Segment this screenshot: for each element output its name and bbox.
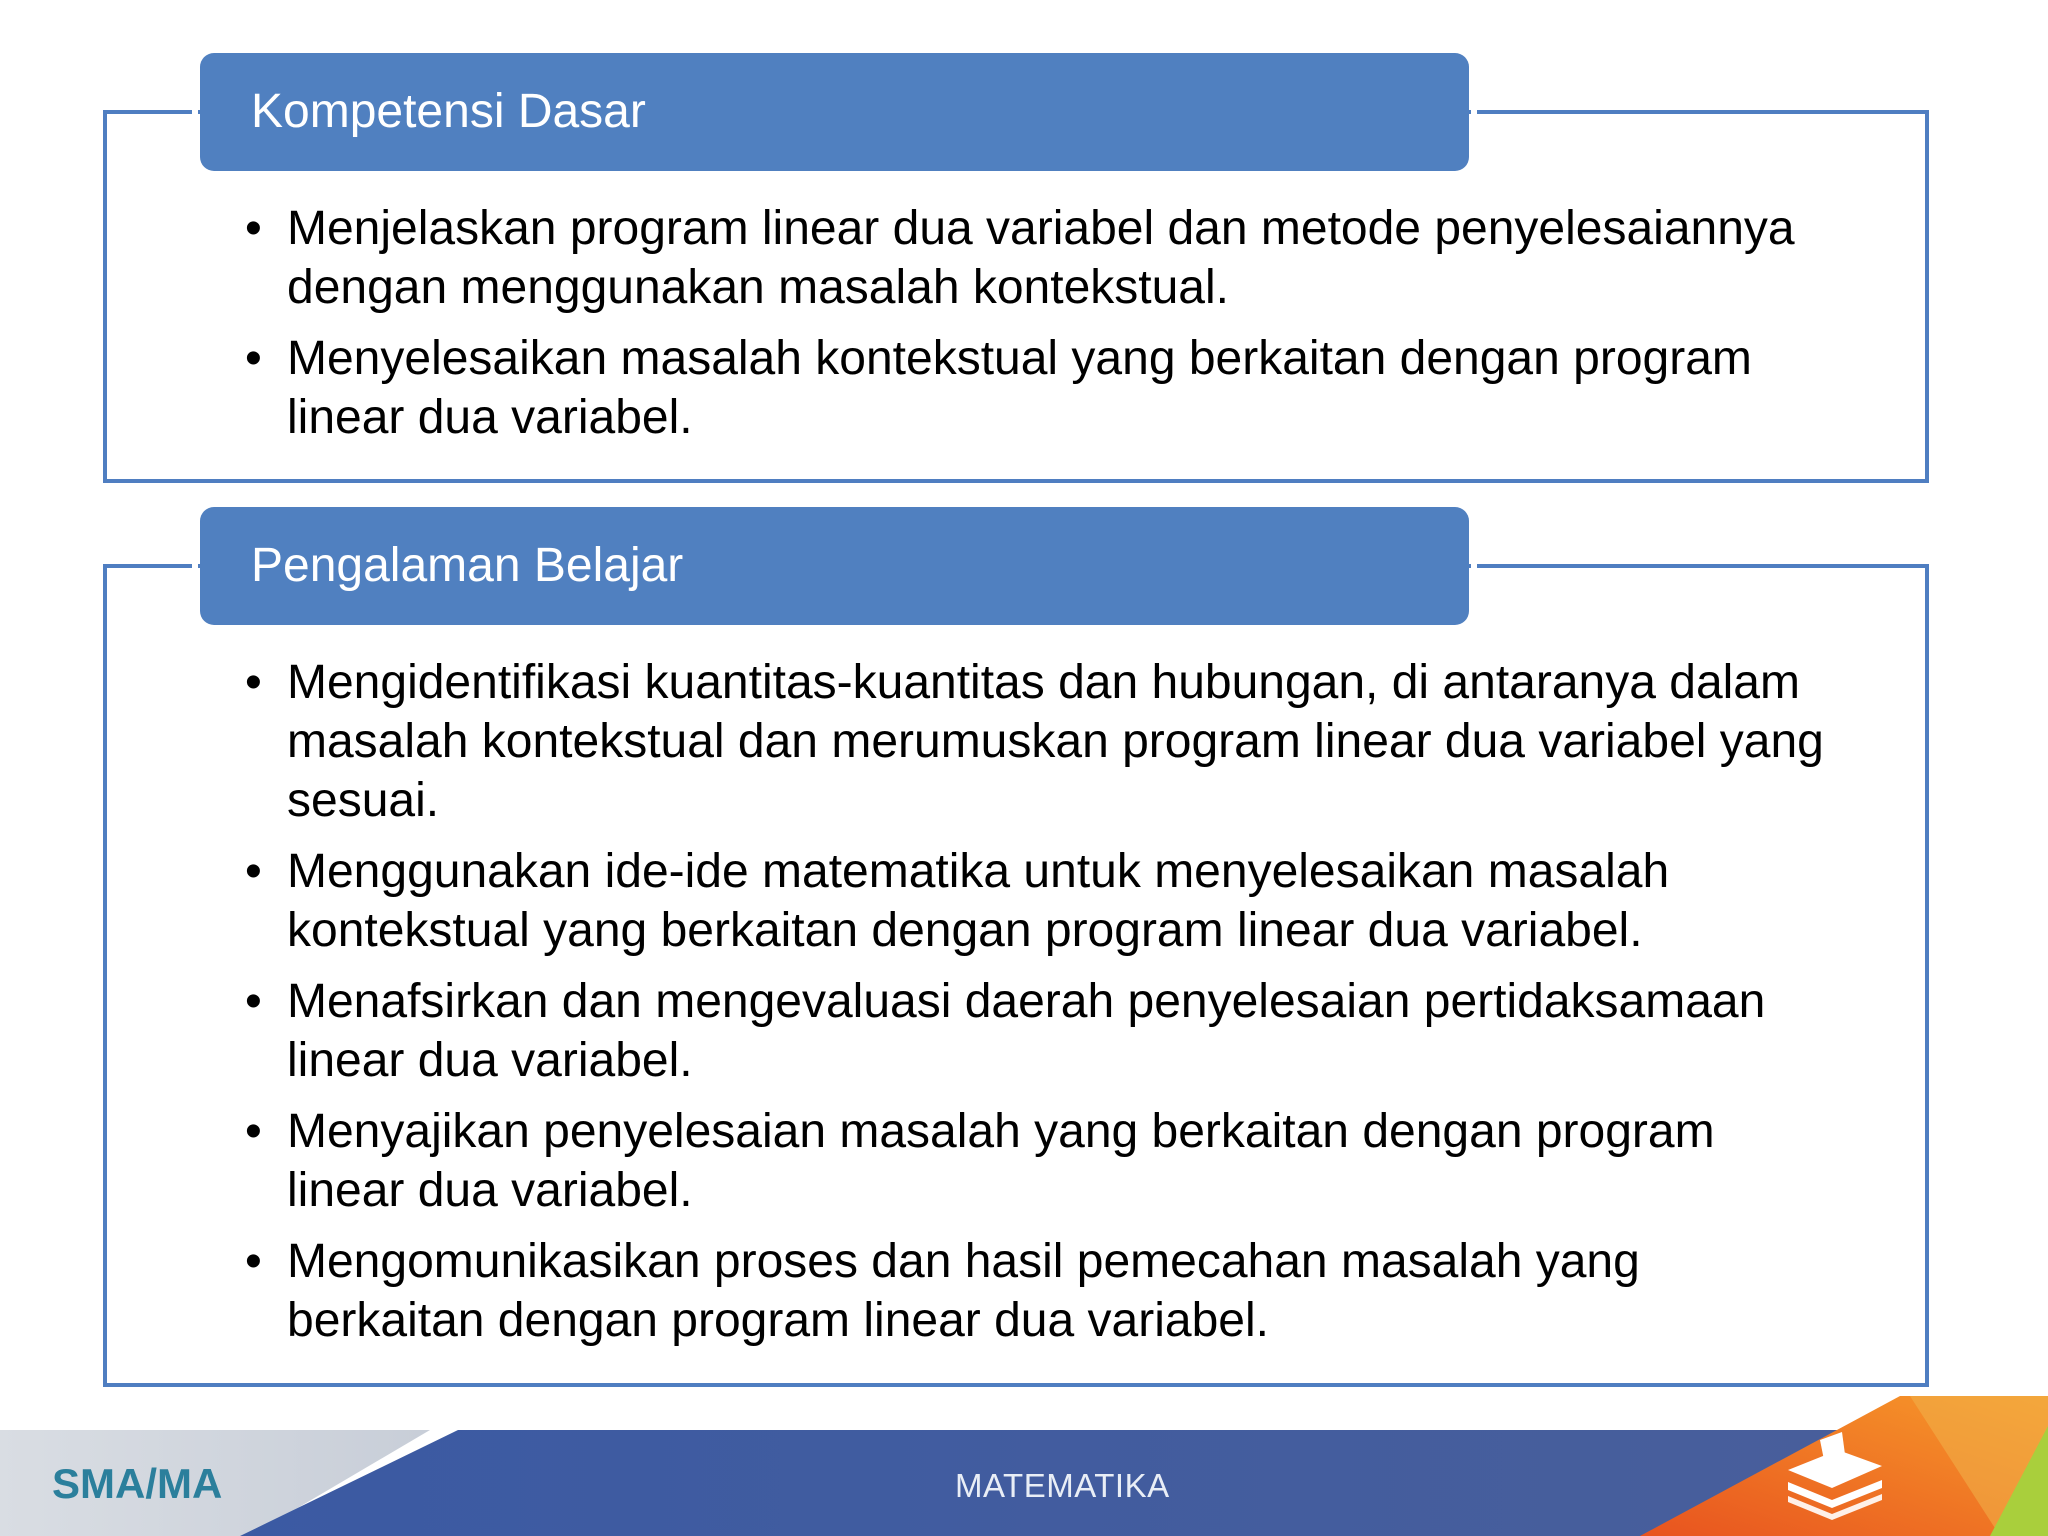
list-item-text: Mengidentifikasi kuantitas-kuantitas dan hubungan, di antaranya dalam masalah kontekstual dan merumuskan program linear dua variabel yang sesuai. [287,656,1824,827]
list-item [245,972,1825,1090]
list-item [245,1232,1825,1350]
list-item-text: Menyelesaikan masalah kontekstual yang berkaitan dengan program linear dua variabel. [287,332,1752,444]
bullet-icon: • [245,1235,262,1288]
list-item-text: Menyajikan penyelesaian masalah yang berkaitan dengan program linear dua variabel. [287,1105,1715,1217]
list-item-text: Menjelaskan program linear dua variabel dan metode penyelesaiannya dengan menggunakan masalah kontekstual. [287,202,1795,314]
learning-experience-list [245,653,1825,1362]
footer-background [0,1396,2048,1536]
bullet-icon: • [245,202,262,255]
bullet-icon: • [245,975,262,1028]
learning-experience-title: Pengalaman Belajar [251,539,684,592]
competency-list [245,199,1825,459]
competency-heading [200,53,1469,171]
list-item [245,199,1825,317]
bullet-icon: • [245,845,262,898]
book-stack-icon [1780,1432,1890,1527]
list-item [245,842,1825,960]
list-item-text: Mengomunikasikan proses dan hasil pemecahan masalah yang berkaitan dengan program linear dua variabel. [287,1235,1640,1347]
learning-experience-heading [200,507,1469,625]
subject-label: MATEMATIKA [955,1467,1170,1504]
level-label: SMA/MA [52,1460,223,1507]
footer-band [0,1396,2048,1536]
competency-title: Kompetensi Dasar [251,85,646,138]
bullet-icon: • [245,656,262,709]
list-item [245,653,1825,830]
bullet-icon: • [245,332,262,385]
list-item-text: Menggunakan ide-ide matematika untuk menyelesaikan masalah kontekstual yang berkaitan dengan program linear dua variabel. [287,845,1670,957]
bullet-icon: • [245,1105,262,1158]
list-item [245,329,1825,447]
list-item-text: Menafsirkan dan mengevaluasi daerah penyelesaian pertidaksamaan linear dua variabel. [287,975,1766,1087]
list-item [245,1102,1825,1220]
